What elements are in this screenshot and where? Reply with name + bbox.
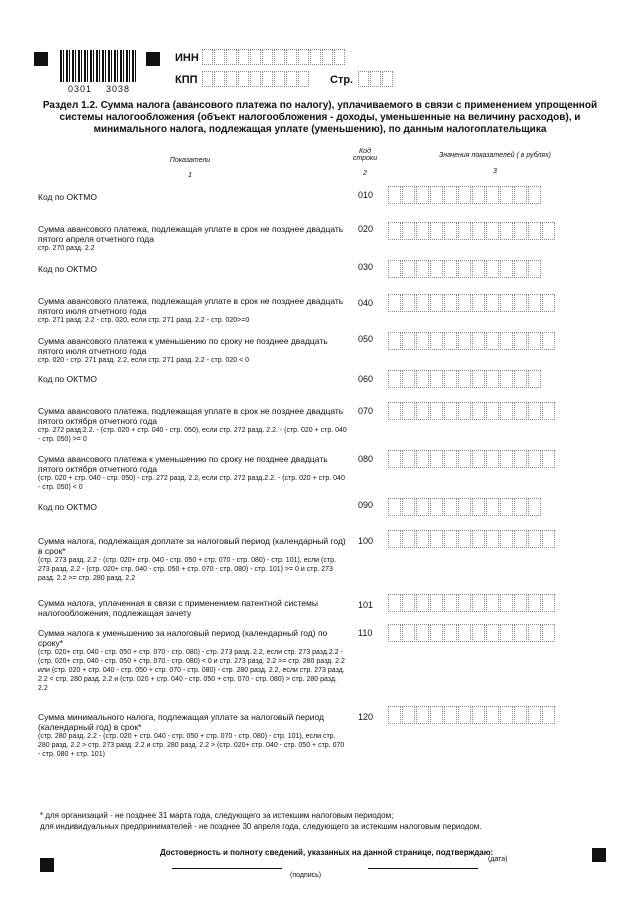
footnote-line-2: для индивидуальных предпринимателей - не позднее 30 апреля года, следующего за истекшим налоговым периодом. <box>40 822 482 831</box>
value-field[interactable] <box>388 450 556 468</box>
value-cell[interactable] <box>402 498 415 516</box>
indicator-row-text <box>38 536 348 583</box>
value-cell[interactable] <box>528 706 541 724</box>
value-cell[interactable] <box>444 450 457 468</box>
indicator-row-text <box>38 406 348 444</box>
indicator-row-text <box>38 264 348 274</box>
value-cell[interactable] <box>528 450 541 468</box>
indicator-label: Код по ОКТМО <box>38 192 97 202</box>
value-cell[interactable] <box>472 706 485 724</box>
value-cell[interactable] <box>388 402 401 420</box>
input-cell[interactable] <box>298 49 309 65</box>
indicator-row-text <box>38 374 348 384</box>
value-cell[interactable] <box>528 624 541 642</box>
value-cell[interactable] <box>444 332 457 350</box>
page-label: Стр. <box>330 74 354 86</box>
value-cell[interactable] <box>388 294 401 312</box>
value-cell[interactable] <box>500 370 513 388</box>
value-cell[interactable] <box>430 498 443 516</box>
value-cell[interactable] <box>430 222 443 240</box>
input-cell[interactable] <box>262 71 273 87</box>
value-cell[interactable] <box>430 332 443 350</box>
value-cell[interactable] <box>528 402 541 420</box>
value-cell[interactable] <box>458 450 471 468</box>
indicator-formula: (стр. 020 + стр. 040 - стр. 050) - стр. 272 разд. 2.2, если стр. 272 разд.2.2. - (стр. 020 + стр. 040 - стр. 050) < 0 <box>38 475 345 491</box>
value-cell[interactable] <box>514 706 527 724</box>
value-cell[interactable] <box>542 332 555 350</box>
value-cell[interactable] <box>458 294 471 312</box>
value-cell[interactable] <box>500 594 513 612</box>
value-cell[interactable] <box>472 370 485 388</box>
input-cell[interactable] <box>202 71 213 87</box>
input-cell[interactable] <box>370 71 381 87</box>
value-cell[interactable] <box>542 450 555 468</box>
input-cell[interactable] <box>214 49 225 65</box>
value-cell[interactable] <box>514 260 527 278</box>
column-header-indicator-num: 1 <box>188 172 192 179</box>
value-cell[interactable] <box>528 186 541 204</box>
input-cell[interactable] <box>250 49 261 65</box>
value-cell[interactable] <box>388 530 401 548</box>
barcode-image <box>60 50 138 82</box>
value-cell[interactable] <box>402 530 415 548</box>
value-cell[interactable] <box>472 594 485 612</box>
value-cell[interactable] <box>486 294 499 312</box>
value-cell[interactable] <box>458 186 471 204</box>
indicator-label: Сумма минимального налога, подлежащая уплате за налоговый период (календарный год) в срок* <box>38 712 324 732</box>
indicator-row-text <box>38 598 348 618</box>
value-field[interactable] <box>388 624 556 642</box>
value-field[interactable] <box>388 530 556 548</box>
value-cell[interactable] <box>402 594 415 612</box>
value-cell[interactable] <box>444 498 457 516</box>
value-cell[interactable] <box>388 594 401 612</box>
value-cell[interactable] <box>514 624 527 642</box>
indicator-label: Сумма авансового платежа к уменьшению по сроку не позднее двадцать пятого октября отчетного года <box>38 454 328 474</box>
value-cell[interactable] <box>514 450 527 468</box>
column-header-value-num: 3 <box>493 168 497 175</box>
value-cell[interactable] <box>416 530 429 548</box>
page-number-field[interactable] <box>358 71 394 87</box>
alignment-marker-top-right <box>146 52 160 66</box>
input-cell[interactable] <box>226 71 237 87</box>
row-code: 030 <box>358 262 374 272</box>
input-cell[interactable] <box>322 49 333 65</box>
value-cell[interactable] <box>430 370 443 388</box>
footnote-line-1: * для организаций - не позднее 31 марта года, следующего за истекшим налоговым периодом; <box>40 811 394 820</box>
value-cell[interactable] <box>472 294 485 312</box>
row-code: 090 <box>358 500 374 510</box>
value-cell[interactable] <box>472 624 485 642</box>
row-code: 040 <box>358 298 374 308</box>
indicator-formula: стр. 020 - стр. 271 разд. 2.2, если стр. 271 разд. 2.2 - стр. 020 < 0 <box>38 357 250 364</box>
value-cell[interactable] <box>402 186 415 204</box>
value-field[interactable] <box>388 332 556 350</box>
value-field[interactable] <box>388 498 542 516</box>
value-cell[interactable] <box>528 530 541 548</box>
indicator-label: Сумма налога, уплаченная в связи с применением патентной системы налогообложения, подлежащая зачету <box>38 598 318 618</box>
value-cell[interactable] <box>402 370 415 388</box>
indicator-label: Сумма налога, подлежащая доплате за налоговый период (календарный год) в срок* <box>38 536 346 556</box>
input-cell[interactable] <box>262 49 273 65</box>
value-cell[interactable] <box>402 332 415 350</box>
value-cell[interactable] <box>458 332 471 350</box>
value-cell[interactable] <box>388 186 401 204</box>
value-cell[interactable] <box>416 260 429 278</box>
row-code: 010 <box>358 190 374 200</box>
value-cell[interactable] <box>486 222 499 240</box>
value-cell[interactable] <box>416 498 429 516</box>
value-field[interactable] <box>388 706 556 724</box>
value-cell[interactable] <box>542 706 555 724</box>
value-cell[interactable] <box>388 332 401 350</box>
value-cell[interactable] <box>528 332 541 350</box>
value-cell[interactable] <box>500 498 513 516</box>
value-cell[interactable] <box>486 594 499 612</box>
value-cell[interactable] <box>514 294 527 312</box>
input-cell[interactable] <box>250 71 261 87</box>
inn-label: ИНН <box>175 52 199 64</box>
indicator-label: Сумма авансового платежа к уменьшению по сроку не позднее двадцать пятого июля отчетного года <box>38 336 328 356</box>
value-cell[interactable] <box>444 222 457 240</box>
value-cell[interactable] <box>542 402 555 420</box>
value-cell[interactable] <box>458 706 471 724</box>
value-cell[interactable] <box>500 294 513 312</box>
value-cell[interactable] <box>416 594 429 612</box>
value-cell[interactable] <box>402 450 415 468</box>
indicator-label: Сумма авансового платежа, подлежащая уплате в срок не позднее двадцать пятого апреля отчетного года <box>38 224 344 244</box>
kpp-field[interactable] <box>202 71 310 87</box>
value-cell[interactable] <box>416 706 429 724</box>
column-header-code: Код строки <box>352 148 378 162</box>
value-cell[interactable] <box>486 332 499 350</box>
section-title: Раздел 1.2. Сумма налога (авансового платежа по налогу), уплачиваемого в связи с применением упрощенной системы налогообложения (объект налогообложения - доходы, уменьшенные на величину расходов), и минимального налога, подлежащая уплате (уменьшению), по данным налогоплательщика <box>42 100 598 135</box>
value-cell[interactable] <box>472 186 485 204</box>
value-cell[interactable] <box>486 186 499 204</box>
value-cell[interactable] <box>500 450 513 468</box>
column-header-indicator: Показатели <box>169 157 211 164</box>
indicator-row-text <box>38 712 348 759</box>
input-cell[interactable] <box>274 49 285 65</box>
barcode-code-left: 0301 <box>68 84 93 94</box>
value-cell[interactable] <box>500 260 513 278</box>
row-code: 060 <box>358 374 374 384</box>
value-cell[interactable] <box>528 260 541 278</box>
value-cell[interactable] <box>458 402 471 420</box>
value-cell[interactable] <box>416 450 429 468</box>
row-code: 020 <box>358 224 374 234</box>
value-cell[interactable] <box>388 222 401 240</box>
input-cell[interactable] <box>286 71 297 87</box>
value-cell[interactable] <box>542 594 555 612</box>
value-cell[interactable] <box>402 402 415 420</box>
value-cell[interactable] <box>416 624 429 642</box>
value-cell[interactable] <box>444 260 457 278</box>
value-cell[interactable] <box>472 332 485 350</box>
row-code: 050 <box>358 334 374 344</box>
value-cell[interactable] <box>514 222 527 240</box>
value-cell[interactable] <box>542 294 555 312</box>
value-cell[interactable] <box>486 498 499 516</box>
row-code: 100 <box>358 536 374 546</box>
signature-label: (подпись) <box>290 872 322 879</box>
value-cell[interactable] <box>528 370 541 388</box>
value-cell[interactable] <box>430 530 443 548</box>
column-header-value: Значения показателей ( в рублях) <box>438 152 552 159</box>
value-cell[interactable] <box>458 370 471 388</box>
row-code: 070 <box>358 406 374 416</box>
value-cell[interactable] <box>388 498 401 516</box>
input-cell[interactable] <box>358 71 369 87</box>
value-cell[interactable] <box>388 624 401 642</box>
indicator-formula: стр. 271 разд. 2.2 - стр. 020, если стр. 271 разд. 2.2 - стр. 020>=0 <box>38 317 250 324</box>
value-cell[interactable] <box>458 594 471 612</box>
value-cell[interactable] <box>402 222 415 240</box>
value-cell[interactable] <box>486 260 499 278</box>
row-code: 110 <box>358 628 373 638</box>
value-cell[interactable] <box>514 332 527 350</box>
value-cell[interactable] <box>486 706 499 724</box>
barcode-code-right: 3038 <box>106 84 131 94</box>
value-cell[interactable] <box>444 402 457 420</box>
input-cell[interactable] <box>214 71 225 87</box>
value-cell[interactable] <box>472 260 485 278</box>
value-cell[interactable] <box>472 222 485 240</box>
indicator-row-text <box>38 192 348 202</box>
input-cell[interactable] <box>238 49 249 65</box>
value-cell[interactable] <box>430 706 443 724</box>
indicator-formula: (стр. 280 разд. 2.2 - (стр. 020 + стр. 040 - стр. 050 + стр. 070 - стр. 080) - стр. 101), если стр. 280 разд. 2.2 > стр. 273 разд. 2.2 и стр. 280 разд. 2.2 > (стр. 020+ стр. 040 - стр. 050 + стр. 070 - стр. 080 + стр. 101) <box>38 733 345 758</box>
indicator-row-text <box>38 454 348 492</box>
value-cell[interactable] <box>430 594 443 612</box>
value-field[interactable] <box>388 186 542 204</box>
value-cell[interactable] <box>458 260 471 278</box>
value-cell[interactable] <box>486 624 499 642</box>
value-cell[interactable] <box>416 370 429 388</box>
indicator-label: Сумма авансового платежа, подлежащая уплате в срок не позднее двадцать пятого октября отчетного года <box>38 406 344 426</box>
value-cell[interactable] <box>416 402 429 420</box>
signature-line[interactable] <box>172 868 282 869</box>
input-cell[interactable] <box>298 71 309 87</box>
indicator-label: Сумма авансового платежа, подлежащая уплате в срок не позднее двадцать пятого июля отчетного года <box>38 296 344 316</box>
row-code: 101 <box>358 600 374 610</box>
indicator-formula: стр. 272 разд.2.2. - (стр. 020 + стр. 040 - стр. 050), если стр. 272 разд. 2.2. - (стр. 020 + стр. 040 - стр. 050) >= 0 <box>38 427 347 443</box>
indicator-row-text <box>38 628 348 693</box>
value-cell[interactable] <box>430 186 443 204</box>
value-cell[interactable] <box>444 294 457 312</box>
value-cell[interactable] <box>486 402 499 420</box>
date-line[interactable] <box>368 868 478 869</box>
date-label: (дата) <box>488 856 508 863</box>
input-cell[interactable] <box>274 71 285 87</box>
value-field[interactable] <box>388 370 542 388</box>
indicator-label: Код по ОКТМО <box>38 502 97 512</box>
column-header-code-num: 2 <box>363 170 367 177</box>
indicator-row-text <box>38 296 348 325</box>
input-cell[interactable] <box>310 49 321 65</box>
row-code: 080 <box>358 454 374 464</box>
value-field[interactable] <box>388 222 556 240</box>
value-cell[interactable] <box>472 498 485 516</box>
indicator-formula: стр. 270 разд. 2.2 <box>38 245 95 252</box>
value-cell[interactable] <box>458 530 471 548</box>
indicator-label: Код по ОКТМО <box>38 374 97 384</box>
value-cell[interactable] <box>500 402 513 420</box>
value-cell[interactable] <box>402 624 415 642</box>
value-cell[interactable] <box>486 450 499 468</box>
indicator-row-text <box>38 336 348 365</box>
value-cell[interactable] <box>514 402 527 420</box>
value-cell[interactable] <box>542 222 555 240</box>
value-cell[interactable] <box>430 260 443 278</box>
indicator-label: Сумма налога к уменьшению за налоговый период (календарный год) по сроку* <box>38 628 328 648</box>
value-cell[interactable] <box>514 370 527 388</box>
value-field[interactable] <box>388 260 542 278</box>
value-cell[interactable] <box>388 260 401 278</box>
value-cell[interactable] <box>500 222 513 240</box>
value-cell[interactable] <box>528 294 541 312</box>
inn-field[interactable] <box>202 49 346 65</box>
input-cell[interactable] <box>286 49 297 65</box>
value-cell[interactable] <box>416 332 429 350</box>
value-cell[interactable] <box>444 370 457 388</box>
value-cell[interactable] <box>430 294 443 312</box>
value-cell[interactable] <box>458 624 471 642</box>
confirmation-text: Достоверность и полноту сведений, указанных на данной странице, подтверждаю: <box>160 848 494 857</box>
value-cell[interactable] <box>458 222 471 240</box>
value-cell[interactable] <box>514 594 527 612</box>
value-cell[interactable] <box>458 498 471 516</box>
kpp-label: КПП <box>175 74 198 86</box>
value-cell[interactable] <box>500 624 513 642</box>
value-cell[interactable] <box>514 498 527 516</box>
value-cell[interactable] <box>430 624 443 642</box>
value-cell[interactable] <box>514 530 527 548</box>
value-cell[interactable] <box>500 530 513 548</box>
input-cell[interactable] <box>226 49 237 65</box>
value-cell[interactable] <box>416 186 429 204</box>
value-cell[interactable] <box>486 530 499 548</box>
alignment-marker-top-left <box>34 52 48 66</box>
indicator-formula: (стр. 273 разд. 2.2 - (стр. 020+ стр. 040 - стр. 050 + стр. 070 - стр. 080) - стр. 101), если (стр. 273 разд. 2.2 - (стр. 020+ стр. 040 - стр. 050 + стр. 070 - стр. 080) - стр. 101) >= 0 и стр. 273 разд. 2.2 >= стр. 280 разд. 2.2 <box>38 557 336 582</box>
value-cell[interactable] <box>500 706 513 724</box>
value-cell[interactable] <box>500 332 513 350</box>
value-cell[interactable] <box>430 402 443 420</box>
indicator-row-text <box>38 224 348 253</box>
value-cell[interactable] <box>444 624 457 642</box>
value-field[interactable] <box>388 294 556 312</box>
value-cell[interactable] <box>472 450 485 468</box>
value-cell[interactable] <box>472 402 485 420</box>
value-cell[interactable] <box>402 260 415 278</box>
value-cell[interactable] <box>514 186 527 204</box>
value-field[interactable] <box>388 594 556 612</box>
value-cell[interactable] <box>402 294 415 312</box>
value-cell[interactable] <box>444 706 457 724</box>
indicator-formula: (стр. 020+ стр. 040 - стр. 050 + стр. 070 - стр. 080) - стр. 273 разд. 2.2, если стр. 273 разд.2.2 - (стр. 020+ стр. 040 - стр. 050 + стр. 070 - стр. 080) < 0 и стр. 273 разд. 2.2 >= стр. 280 разд. 2.2 или (стр. 020 + стр. 040 - стр. 050 + стр. 070 - стр. 080) - стр. 280 разд. 2.2, если стр. 273 разд. 2.2 < стр. 280 разд. 2.2 и (стр. 020 + стр. 040 - стр. 050 + стр. 070 - стр. 080) > стр. 280 разд. 2.2 <box>38 649 345 692</box>
value-cell[interactable] <box>416 222 429 240</box>
value-cell[interactable] <box>542 530 555 548</box>
value-cell[interactable] <box>388 370 401 388</box>
value-cell[interactable] <box>472 530 485 548</box>
value-cell[interactable] <box>402 706 415 724</box>
alignment-marker-bottom-right <box>592 848 606 862</box>
value-cell[interactable] <box>486 370 499 388</box>
value-cell[interactable] <box>430 450 443 468</box>
row-code: 120 <box>358 712 374 722</box>
alignment-marker-bottom-left <box>40 858 54 872</box>
input-cell[interactable] <box>382 71 393 87</box>
value-cell[interactable] <box>388 450 401 468</box>
indicator-row-text <box>38 502 348 512</box>
value-cell[interactable] <box>542 624 555 642</box>
input-cell[interactable] <box>334 49 345 65</box>
value-cell[interactable] <box>500 186 513 204</box>
input-cell[interactable] <box>202 49 213 65</box>
value-cell[interactable] <box>528 498 541 516</box>
input-cell[interactable] <box>238 71 249 87</box>
value-cell[interactable] <box>444 530 457 548</box>
value-cell[interactable] <box>444 594 457 612</box>
value-field[interactable] <box>388 402 556 420</box>
value-cell[interactable] <box>416 294 429 312</box>
value-cell[interactable] <box>444 186 457 204</box>
value-cell[interactable] <box>528 594 541 612</box>
value-cell[interactable] <box>528 222 541 240</box>
indicator-label: Код по ОКТМО <box>38 264 97 274</box>
value-cell[interactable] <box>388 706 401 724</box>
